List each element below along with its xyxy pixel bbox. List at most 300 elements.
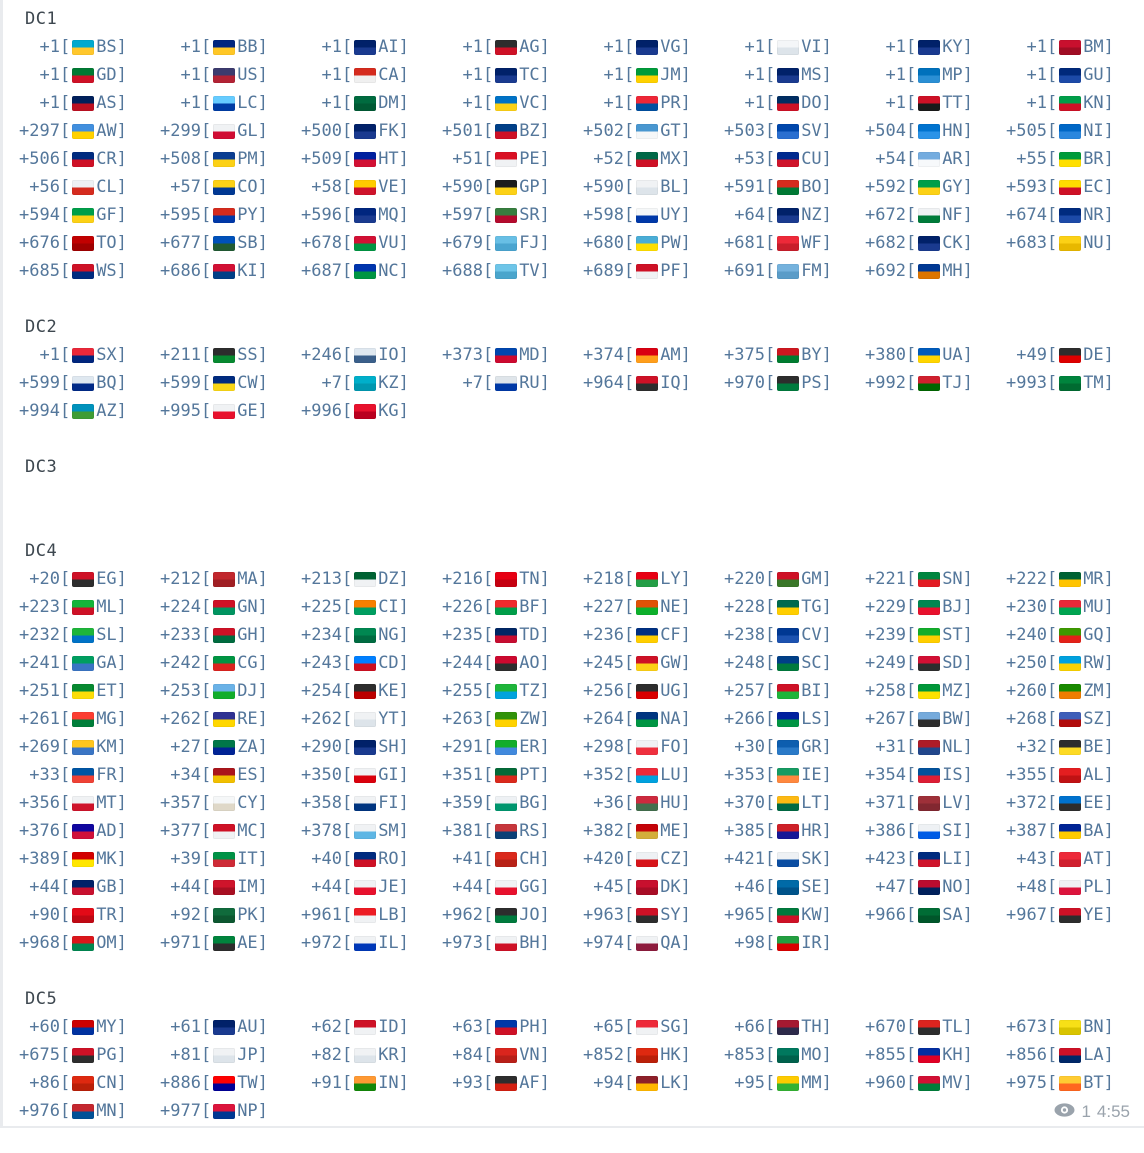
country-code: MD] xyxy=(519,345,550,365)
dial-code-entry xyxy=(1006,1017,1144,1037)
dial-code-entry xyxy=(160,65,301,85)
dial-code-number: +91 xyxy=(311,1073,342,1093)
dial-code-entry xyxy=(160,149,301,169)
dial-code-entry xyxy=(1006,625,1144,645)
bracket-open: [ xyxy=(1046,625,1058,645)
country-code: SK] xyxy=(801,849,832,869)
country-code: KR] xyxy=(378,1045,409,1065)
bracket-open: [ xyxy=(623,345,635,365)
dial-code-entry xyxy=(1006,205,1144,225)
dial-code-number: +249 xyxy=(865,653,906,673)
dial-code-entry xyxy=(1006,93,1144,113)
flag-icon-fo xyxy=(636,740,658,755)
dial-code-number: +599 xyxy=(19,373,60,393)
flag-icon-ca xyxy=(354,68,376,83)
bracket-open: [ xyxy=(764,793,776,813)
flag-icon-ro xyxy=(354,852,376,867)
bracket-open: [ xyxy=(341,849,353,869)
flag-icon-kh xyxy=(918,1048,940,1063)
flag-icon-dk xyxy=(636,880,658,895)
bracket-open: [ xyxy=(623,905,635,925)
country-code: GL] xyxy=(237,121,268,141)
flag-icon-gf xyxy=(72,208,94,223)
dial-code-entry xyxy=(865,653,1006,673)
bracket-open: [ xyxy=(482,1045,494,1065)
flag-icon-pw xyxy=(636,236,658,251)
bracket-open: [ xyxy=(200,933,212,953)
flag-icon-mr xyxy=(1059,572,1081,587)
bracket-open: [ xyxy=(341,821,353,841)
flag-icon-ly xyxy=(636,572,658,587)
dial-code-number: +253 xyxy=(160,681,201,701)
country-code: ZM] xyxy=(1083,681,1114,701)
dial-code-number: +506 xyxy=(19,149,60,169)
flag-icon-ne xyxy=(636,600,658,615)
country-code: LC] xyxy=(237,93,268,113)
dial-code-entry xyxy=(583,625,724,645)
dial-code-entry xyxy=(160,93,301,113)
country-code: KE] xyxy=(378,681,409,701)
dial-code-number: +43 xyxy=(1016,849,1047,869)
country-code: CU] xyxy=(801,149,832,169)
bracket-open: [ xyxy=(59,737,71,757)
dial-code-number: +853 xyxy=(724,1045,765,1065)
dial-code-entry xyxy=(160,933,301,953)
bracket-open: [ xyxy=(59,373,71,393)
bracket-open: [ xyxy=(623,1045,635,1065)
country-code: MY] xyxy=(96,1017,127,1037)
flag-icon-hu xyxy=(636,796,658,811)
dial-code-entry xyxy=(160,569,301,589)
country-code: DE] xyxy=(1083,345,1114,365)
dial-code-number: +1 xyxy=(744,37,765,57)
country-code: ER] xyxy=(519,737,550,757)
dial-code-number: +500 xyxy=(301,121,342,141)
dial-code-entry xyxy=(865,149,1006,169)
dial-code-number: +46 xyxy=(734,877,765,897)
bracket-open: [ xyxy=(341,177,353,197)
bracket-open: [ xyxy=(764,373,776,393)
dial-code-number: +291 xyxy=(442,737,483,757)
flag-icon-ss xyxy=(213,348,235,363)
dial-code-number: +971 xyxy=(160,933,201,953)
dial-code-number: +996 xyxy=(301,401,342,421)
dial-code-entry xyxy=(724,1045,865,1065)
dial-code-number: +36 xyxy=(593,793,624,813)
dial-code-entry xyxy=(301,37,442,57)
dial-code-entry xyxy=(160,1073,301,1093)
country-code: SV] xyxy=(801,121,832,141)
bracket-open: [ xyxy=(905,737,917,757)
flag-icon-cd xyxy=(354,656,376,671)
country-code: WS] xyxy=(96,261,127,281)
bracket-open: [ xyxy=(623,653,635,673)
country-code: AS] xyxy=(96,93,127,113)
flag-icon-mv xyxy=(918,1076,940,1091)
bracket-open: [ xyxy=(764,765,776,785)
dial-code-number: +260 xyxy=(1006,681,1047,701)
dial-code-number: +961 xyxy=(301,905,342,925)
country-code: SD] xyxy=(942,653,973,673)
dial-code-number: +995 xyxy=(160,401,201,421)
flag-icon-cw xyxy=(213,376,235,391)
flag-icon-cl xyxy=(72,180,94,195)
dial-code-entry xyxy=(19,821,160,841)
dial-code-number: +229 xyxy=(865,597,906,617)
country-code: PM] xyxy=(237,149,268,169)
bracket-open: [ xyxy=(623,933,635,953)
dial-code-entry xyxy=(1006,849,1144,869)
dial-code-number: +1 xyxy=(462,93,483,113)
country-code: ZA] xyxy=(237,737,268,757)
dial-code-number: +1 xyxy=(39,37,60,57)
dial-code-entry xyxy=(442,877,583,897)
bracket-open: [ xyxy=(623,765,635,785)
country-code: VN] xyxy=(519,1045,550,1065)
bracket-open: [ xyxy=(341,233,353,253)
country-code: NI] xyxy=(1083,121,1114,141)
views-eye-icon xyxy=(1054,1102,1075,1122)
dial-code-entry xyxy=(865,765,1006,785)
dial-code-number: +268 xyxy=(1006,709,1047,729)
section-header-dc4: DC4 xyxy=(25,541,58,561)
dial-code-number: +39 xyxy=(170,849,201,869)
flag-icon-cg xyxy=(213,656,235,671)
bracket-open: [ xyxy=(905,1017,917,1037)
bracket-open: [ xyxy=(200,709,212,729)
flag-icon-gt xyxy=(636,124,658,139)
dial-code-entry xyxy=(583,737,724,757)
bracket-open: [ xyxy=(905,373,917,393)
dial-code-entry xyxy=(865,905,1006,925)
bracket-open: [ xyxy=(905,905,917,925)
country-code: IE] xyxy=(801,765,832,785)
blank-line xyxy=(3,425,1144,453)
country-code: TZ] xyxy=(519,681,550,701)
bracket-open: [ xyxy=(341,933,353,953)
bracket-open: [ xyxy=(341,877,353,897)
bracket-open: [ xyxy=(341,709,353,729)
flag-icon-ch xyxy=(495,852,517,867)
dial-code-entry xyxy=(442,65,583,85)
country-code: CH] xyxy=(519,849,550,869)
dial-code-entry xyxy=(865,233,1006,253)
flag-icon-ug xyxy=(636,684,658,699)
dial-code-number: +1 xyxy=(321,93,342,113)
dial-code-number: +244 xyxy=(442,653,483,673)
dial-code-number: +993 xyxy=(1006,373,1047,393)
country-code: AE] xyxy=(237,933,268,953)
dial-code-entry xyxy=(724,737,865,757)
country-code: SM] xyxy=(378,821,409,841)
dial-code-number: +261 xyxy=(19,709,60,729)
dial-code-number: +967 xyxy=(1006,905,1047,925)
bracket-open: [ xyxy=(1046,1073,1058,1093)
dial-code-entry xyxy=(724,373,865,393)
dial-code-entry xyxy=(19,681,160,701)
dial-code-number: +269 xyxy=(19,737,60,757)
dial-code-number: +267 xyxy=(865,709,906,729)
dial-code-entry xyxy=(442,821,583,841)
bracket-open: [ xyxy=(764,37,776,57)
flag-icon-gp xyxy=(495,180,517,195)
bracket-open: [ xyxy=(482,1017,494,1037)
bracket-open: [ xyxy=(482,261,494,281)
bracket-open: [ xyxy=(59,849,71,869)
dial-code-number: +593 xyxy=(1006,177,1047,197)
message-footer xyxy=(1054,1102,1130,1122)
country-code: NG] xyxy=(378,625,409,645)
country-code: BE] xyxy=(1083,737,1114,757)
dial-code-number: +1 xyxy=(321,37,342,57)
dial-code-entry xyxy=(583,681,724,701)
bracket-open: [ xyxy=(482,373,494,393)
bracket-open: [ xyxy=(905,625,917,645)
dial-code-entry xyxy=(160,905,301,925)
flag-icon-do xyxy=(777,96,799,111)
bracket-open: [ xyxy=(482,569,494,589)
country-code: ID] xyxy=(378,1017,409,1037)
dial-code-number: +48 xyxy=(1016,877,1047,897)
bracket-open: [ xyxy=(200,1101,212,1121)
flag-icon-tm xyxy=(1059,376,1081,391)
bracket-open: [ xyxy=(341,597,353,617)
dial-code-number: +290 xyxy=(301,737,342,757)
bracket-open: [ xyxy=(482,149,494,169)
flag-icon-lt xyxy=(777,796,799,811)
country-code: UA] xyxy=(942,345,973,365)
country-code: AR] xyxy=(942,149,973,169)
dial-code-entry xyxy=(724,597,865,617)
dial-code-entry xyxy=(1006,877,1144,897)
flag-icon-et xyxy=(72,684,94,699)
dial-code-number: +683 xyxy=(1006,233,1047,253)
country-code: SR] xyxy=(519,205,550,225)
dial-code-entry xyxy=(301,261,442,281)
bracket-open: [ xyxy=(905,177,917,197)
bracket-open: [ xyxy=(59,65,71,85)
flag-icon-bo xyxy=(777,180,799,195)
dial-code-number: +7 xyxy=(321,373,342,393)
blank-line xyxy=(3,481,1144,509)
bracket-open: [ xyxy=(623,1073,635,1093)
dial-code-number: +66 xyxy=(734,1017,765,1037)
bracket-open: [ xyxy=(764,261,776,281)
flag-icon-im xyxy=(213,880,235,895)
flag-icon-co xyxy=(213,180,235,195)
flag-icon-af xyxy=(495,1076,517,1091)
flag-icon-gd xyxy=(72,68,94,83)
dial-code-entry xyxy=(1006,737,1144,757)
country-code: LT] xyxy=(801,793,832,813)
bracket-open: [ xyxy=(1046,345,1058,365)
country-code: VC] xyxy=(519,93,550,113)
dial-code-entry xyxy=(19,401,160,421)
country-code: FJ] xyxy=(519,233,550,253)
bracket-open: [ xyxy=(764,653,776,673)
country-code: MM] xyxy=(801,1073,832,1093)
country-code: RS] xyxy=(519,821,550,841)
flag-icon-ad xyxy=(72,824,94,839)
country-code: MK] xyxy=(96,849,127,869)
bracket-open: [ xyxy=(1046,793,1058,813)
dial-code-number: +298 xyxy=(583,737,624,757)
flag-icon-ir xyxy=(777,936,799,951)
flag-icon-bn xyxy=(1059,1020,1081,1035)
bracket-open: [ xyxy=(623,65,635,85)
dial-code-entry xyxy=(301,597,442,617)
dial-code-number: +385 xyxy=(724,821,765,841)
flag-icon-nr xyxy=(1059,208,1081,223)
flag-icon-vi xyxy=(777,40,799,55)
country-code: SH] xyxy=(378,737,409,757)
dial-code-number: +1 xyxy=(744,93,765,113)
flag-icon-sd xyxy=(918,656,940,671)
bracket-open: [ xyxy=(1046,821,1058,841)
dial-code-number: +355 xyxy=(1006,765,1047,785)
dial-code-entry xyxy=(19,569,160,589)
bracket-open: [ xyxy=(764,933,776,953)
dial-code-number: +95 xyxy=(734,1073,765,1093)
dial-code-entry xyxy=(1006,765,1144,785)
dial-code-number: +297 xyxy=(19,121,60,141)
dial-code-entry xyxy=(583,1045,724,1065)
flag-icon-sb xyxy=(213,236,235,251)
dial-code-entry xyxy=(301,569,442,589)
country-code: NZ] xyxy=(801,205,832,225)
dial-code-entry xyxy=(160,877,301,897)
dial-code-number: +594 xyxy=(19,205,60,225)
dial-code-entry xyxy=(1006,1073,1144,1093)
flag-icon-re xyxy=(213,712,235,727)
flag-icon-sy xyxy=(636,908,658,923)
dial-code-entry xyxy=(160,821,301,841)
bracket-open: [ xyxy=(623,37,635,57)
flag-icon-mx xyxy=(636,152,658,167)
flag-icon-bt xyxy=(1059,1076,1081,1091)
flag-icon-pm xyxy=(213,152,235,167)
dial-code-number: +241 xyxy=(19,653,60,673)
bracket-open: [ xyxy=(200,233,212,253)
dial-code-entry xyxy=(583,821,724,841)
dial-code-number: +232 xyxy=(19,625,60,645)
bracket-open: [ xyxy=(341,261,353,281)
flag-icon-gr xyxy=(777,740,799,755)
dial-code-entry xyxy=(583,849,724,869)
dial-code-number: +212 xyxy=(160,569,201,589)
dial-code-number: +216 xyxy=(442,569,483,589)
dial-code-number: +262 xyxy=(301,709,342,729)
country-code: MG] xyxy=(96,709,127,729)
flag-icon-pk xyxy=(213,908,235,923)
bracket-open: [ xyxy=(764,177,776,197)
country-code: BI] xyxy=(801,681,832,701)
bracket-open: [ xyxy=(1046,681,1058,701)
country-code: PS] xyxy=(801,373,832,393)
country-code: HR] xyxy=(801,821,832,841)
flag-icon-mp xyxy=(918,68,940,83)
flag-icon-ma xyxy=(213,572,235,587)
dial-code-number: +975 xyxy=(1006,1073,1047,1093)
flag-icon-je xyxy=(354,880,376,895)
dial-code-number: +852 xyxy=(583,1045,624,1065)
dial-code-entry xyxy=(1006,37,1144,57)
dial-code-entry xyxy=(160,1101,301,1121)
bracket-open: [ xyxy=(1046,569,1058,589)
dial-code-entry xyxy=(724,121,865,141)
message-body xyxy=(3,0,1144,1153)
country-code: NA] xyxy=(660,709,691,729)
country-code: DM] xyxy=(378,93,409,113)
flag-icon-sl xyxy=(72,628,94,643)
bracket-open: [ xyxy=(623,625,635,645)
flag-icon-sn xyxy=(918,572,940,587)
flag-icon-dz xyxy=(354,572,376,587)
dial-code-number: +962 xyxy=(442,905,483,925)
bracket-open: [ xyxy=(623,373,635,393)
dial-code-entry xyxy=(865,37,1006,57)
bracket-open: [ xyxy=(1046,65,1058,85)
country-code: PG] xyxy=(96,1045,127,1065)
dial-code-number: +226 xyxy=(442,597,483,617)
dial-code-entry xyxy=(160,37,301,57)
bracket-open: [ xyxy=(59,93,71,113)
dial-code-number: +358 xyxy=(301,793,342,813)
dial-code-number: +41 xyxy=(452,849,483,869)
dial-code-entry xyxy=(301,401,442,421)
flag-icon-io xyxy=(354,348,376,363)
blank-line xyxy=(3,1125,1144,1153)
flag-icon-na xyxy=(636,712,658,727)
dial-code-entry xyxy=(301,849,442,869)
country-code: KI] xyxy=(237,261,268,281)
dial-code-number: +94 xyxy=(593,1073,624,1093)
flag-icon-mo xyxy=(777,1048,799,1063)
flag-icon-ru xyxy=(495,376,517,391)
country-code: VU] xyxy=(378,233,409,253)
bracket-open: [ xyxy=(623,681,635,701)
flag-icon-lc xyxy=(213,96,235,111)
dial-code-number: +377 xyxy=(160,821,201,841)
dial-code-entry xyxy=(442,625,583,645)
country-code: TM] xyxy=(1083,373,1114,393)
dial-code-grid-dc1 xyxy=(3,33,1144,285)
dial-code-entry xyxy=(160,653,301,673)
bracket-open: [ xyxy=(1046,737,1058,757)
country-code: AI] xyxy=(378,37,409,57)
country-code: SS] xyxy=(237,345,268,365)
flag-icon-nl xyxy=(918,740,940,755)
bracket-open: [ xyxy=(341,793,353,813)
flag-icon-ml xyxy=(72,600,94,615)
bracket-open: [ xyxy=(341,205,353,225)
flag-icon-gw xyxy=(636,656,658,671)
flag-icon-aw xyxy=(72,124,94,139)
dial-code-entry xyxy=(1006,653,1144,673)
flag-icon-gn xyxy=(213,600,235,615)
flag-icon-bl xyxy=(636,180,658,195)
country-code: GT] xyxy=(660,121,691,141)
country-code: SL] xyxy=(96,625,127,645)
bracket-open: [ xyxy=(905,765,917,785)
dial-code-entry xyxy=(301,625,442,645)
bracket-open: [ xyxy=(200,261,212,281)
flag-icon-bh xyxy=(495,936,517,951)
country-code: CR] xyxy=(96,149,127,169)
section-header-dc2: DC2 xyxy=(25,317,58,337)
bracket-open: [ xyxy=(764,597,776,617)
dial-code-number: +596 xyxy=(301,205,342,225)
